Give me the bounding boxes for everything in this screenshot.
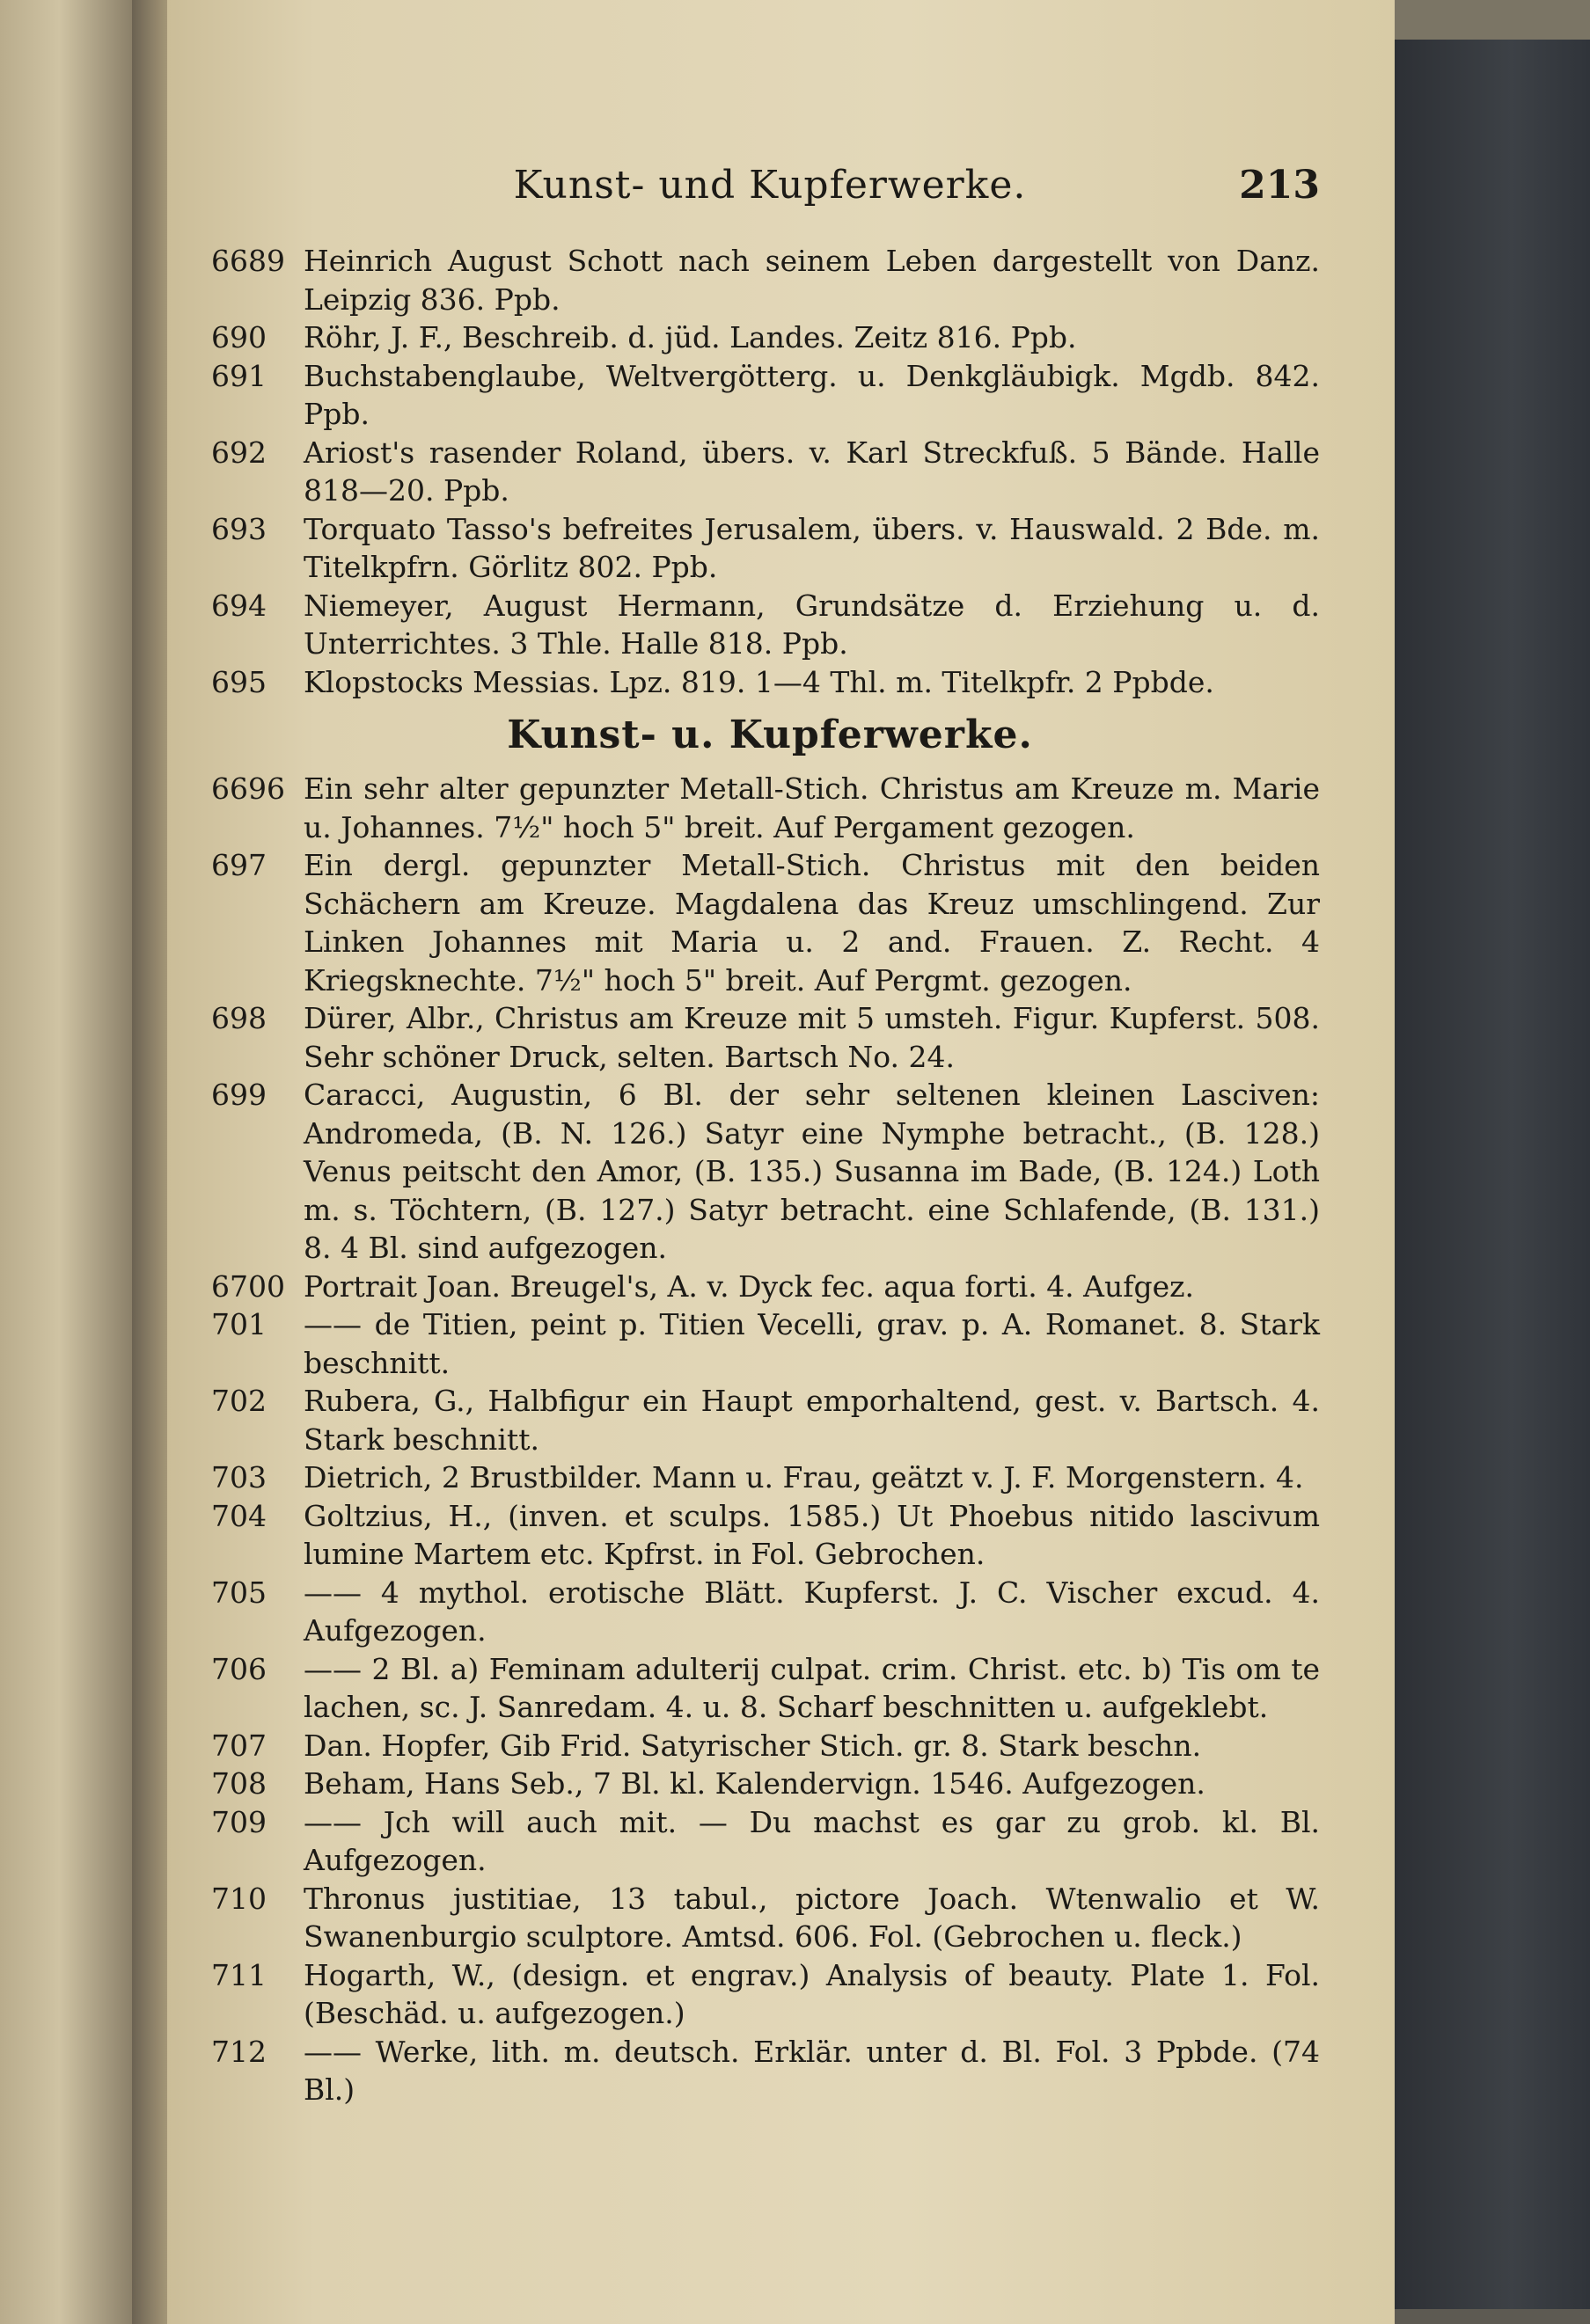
catalog-entry (211, 1268, 1320, 1306)
entry-number: 704 (211, 1498, 267, 1533)
catalog-entries (211, 242, 1320, 2109)
catalog-entry (211, 1305, 1320, 1382)
catalog-entry (211, 1458, 1320, 1497)
catalog-entry (211, 770, 1320, 846)
entry-number: 6700 (211, 1268, 285, 1304)
entry-text: Hogarth, W., (design. et engrav.) Analysis of beauty. Plate 1. Fol. (Beschäd. u. aufgezogen.) (304, 1957, 1320, 2030)
entry-text: —— Werke, lith. m. deutsch. Erklär. unter d. Bl. Fol. 3 Ppbde. (74 Bl.) (304, 2034, 1320, 2107)
entry-text: Torquato Tasso's befreites Jerusalem, übers. v. Hauswald. 2 Bde. m. Titelkpfrn. Görlitz 802. Ppb. (304, 511, 1320, 584)
entry-number: 709 (211, 1804, 267, 1839)
entry-number: 708 (211, 1766, 267, 1801)
catalog-entry (211, 1574, 1320, 1650)
entry-text: Dürer, Albr., Christus am Kreuze mit 5 umsteh. Figur. Kupferst. 508. Sehr schöner Druck, selten. Bartsch No. 24. (304, 1001, 1320, 1074)
catalog-entry (211, 357, 1320, 434)
catalog-entry (211, 2033, 1320, 2109)
catalog-entry (211, 1650, 1320, 1727)
catalog-entry (211, 434, 1320, 510)
book-gutter (132, 0, 167, 2324)
entry-number: 693 (211, 511, 267, 546)
catalog-entry (211, 663, 1320, 702)
entry-text: —— Jch will auch mit. — Du machst es gar zu grob. kl. Bl. Aufgezogen. (304, 1804, 1320, 1877)
entry-text: Portrait Joan. Breugel's, A. v. Dyck fec. aqua forti. 4. Aufgez. (304, 1268, 1194, 1304)
catalog-entry (211, 1382, 1320, 1458)
entry-text: Beham, Hans Seb., 7 Bl. kl. Kalendervign. 1546. Aufgezogen. (304, 1766, 1205, 1801)
entry-text: Niemeyer, August Hermann, Grundsätze d. Erziehung u. d. Unterrichtes. 3 Thle. Halle 818. Ppb. (304, 588, 1320, 661)
entry-number: 691 (211, 358, 267, 393)
entry-text: Buchstabenglaube, Weltvergötterg. u. Denkgläubigk. Mgdb. 842. Ppb. (304, 358, 1320, 431)
entry-number: 694 (211, 588, 267, 623)
entry-text: Klopstocks Messias. Lpz. 819. 1—4 Thl. m. Titelkpfr. 2 Ppbde. (304, 664, 1214, 699)
catalog-entry (211, 318, 1320, 357)
entry-number: 705 (211, 1575, 267, 1610)
scan-top-margin (1395, 0, 1590, 40)
catalog-entry (211, 242, 1320, 318)
catalog-entry (211, 1727, 1320, 1765)
catalog-entry (211, 510, 1320, 587)
entry-number: 690 (211, 320, 267, 354)
entry-text: Ein dergl. gepunzter Metall-Stich. Christus mit den beiden Schächern am Kreuze. Magdalena das Kreuz umschlingend. Zur Linken Johannes mit Maria u. 2 and. Frauen. Z. Recht. 4 Kriegsknechte. 7½" hoch 5" breit. Auf Pergmt. gezogen. (304, 848, 1320, 998)
entry-text: —— de Titien, peint p. Titien Vecelli, grav. p. A. Romanet. 8. Stark beschnitt. (304, 1307, 1320, 1380)
entry-number: 712 (211, 2034, 267, 2069)
catalog-entry (211, 1497, 1320, 1574)
entry-number: 697 (211, 848, 267, 882)
entry-text: Röhr, J. F., Beschreib. d. jüd. Landes. Zeitz 816. Ppb. (304, 320, 1077, 354)
entry-text: Dan. Hopfer, Gib Frid. Satyrischer Stich. gr. 8. Stark beschn. (304, 1728, 1202, 1763)
entry-number: 6689 (211, 244, 285, 278)
entry-number: 707 (211, 1728, 267, 1763)
entry-number: 692 (211, 435, 267, 470)
entry-text: Rubera, G., Halbfigur ein Haupt emporhaltend, gest. v. Bartsch. 4. Stark beschnitt. (304, 1384, 1320, 1457)
entries-after-section (211, 770, 1320, 2109)
entry-text: Heinrich August Schott nach seinem Leben dargestellt von Danz. Leipzig 836. Ppb. (304, 244, 1320, 317)
entry-number: 701 (211, 1307, 267, 1341)
entry-number: 699 (211, 1078, 267, 1112)
section-heading: Kunst- u. Kupferwerke. (507, 713, 1033, 757)
entry-number: 706 (211, 1651, 267, 1686)
running-head (220, 163, 1320, 224)
entry-number: 711 (211, 1957, 267, 1992)
entry-number: 698 (211, 1001, 267, 1035)
catalog-entry (211, 1880, 1320, 1956)
catalog-entry (211, 999, 1320, 1076)
catalog-entry (211, 846, 1320, 999)
entry-number: 702 (211, 1384, 267, 1418)
entry-text: —— 4 mythol. erotische Blätt. Kupferst. J. C. Vischer excud. 4. Aufgezogen. (304, 1575, 1320, 1648)
entry-number: 710 (211, 1881, 267, 1916)
entry-text: Thronus justitiae, 13 tabul., pictore Joach. Wtenwalio et W. Swanenburgio sculptore. Amtsd. 606. Fol. (Gebrochen u. fleck.) (304, 1881, 1320, 1954)
entry-text: Goltzius, H., (inven. et sculps. 1585.) Ut Phoebus nitido lascivum lumine Martem etc. Kpfrst. in Fol. Gebrochen. (304, 1498, 1320, 1571)
entry-number: 703 (211, 1460, 267, 1495)
entry-text: Ein sehr alter gepunzter Metall-Stich. Christus am Kreuze m. Marie u. Johannes. 7½" hoch 5" breit. Auf Pergament gezogen. (304, 771, 1320, 844)
running-title: Kunst- und Kupferwerke. (513, 163, 1027, 208)
catalog-entry (211, 1076, 1320, 1268)
catalog-entry (211, 1765, 1320, 1803)
entry-text: Ariost's rasender Roland, übers. v. Karl Streckfuß. 5 Bände. Halle 818—20. Ppb. (304, 435, 1320, 508)
entries-before-section (211, 242, 1320, 701)
catalog-entry (211, 1956, 1320, 2033)
page-number: 213 (1239, 163, 1320, 208)
facing-page-edge (0, 0, 132, 2324)
entry-text: —— 2 Bl. a) Feminam adulterij culpat. crim. Christ. etc. b) Tis om te lachen, sc. J. Sanredam. 4. u. 8. Scharf beschnitten u. aufgeklebt. (304, 1651, 1320, 1724)
entry-number: 6696 (211, 771, 285, 806)
entry-number: 695 (211, 664, 267, 699)
entry-text: Caracci, Augustin, 6 Bl. der sehr seltenen kleinen Lasciven: Andromeda, (B. N. 126.) Satyr eine Nymphe betracht., (B. 128.) Venus peitscht den Amor, (B. 135.) Susanna im Bade, (B. 124.) Loth m. s. Töchtern, (B. 127.) Satyr betracht. eine Schlafende, (B. 131.) 8. 4 Bl. sind aufgezogen. (304, 1078, 1320, 1265)
page-content (211, 163, 1320, 2109)
catalog-entry (211, 587, 1320, 663)
book-cover-edge (1395, 40, 1590, 2309)
catalog-entry (211, 1803, 1320, 1880)
entry-text: Dietrich, 2 Brustbilder. Mann u. Frau, geätzt v. J. F. Morgenstern. 4. (304, 1460, 1304, 1495)
